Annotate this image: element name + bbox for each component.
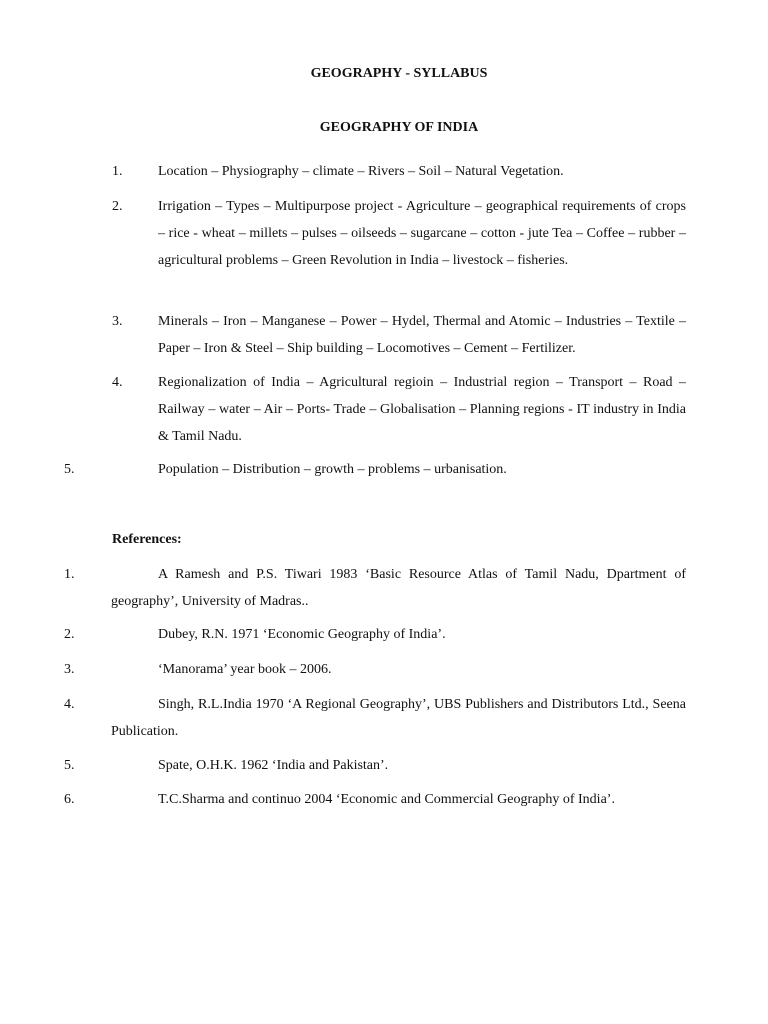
reference-number: 2. [64, 627, 75, 642]
reference-text: ‘Manorama’ year book – 2006. [158, 662, 332, 677]
syllabus-item-number: 4. [112, 375, 123, 390]
section-title: GEOGRAPHY OF INDIA [319, 120, 479, 135]
syllabus-item-number: 5. [64, 462, 75, 477]
reference-text: Spate, O.H.K. 1962 ‘India and Pakistan’. [158, 758, 389, 773]
references-heading: References: [112, 532, 182, 547]
reference-number: 5. [64, 758, 75, 773]
syllabus-item-number: 3. [112, 314, 123, 329]
syllabus-item-number: 1. [112, 164, 123, 179]
syllabus-item-text: Location – Physiography – climate – Rivers – Soil – Natural Vegetation. [158, 164, 564, 179]
reference-number: 3. [64, 662, 75, 677]
reference-text: Singh, R.L.India 1970 ‘A Regional Geography’, UBS Publishers and Distributors Ltd., Seena Publication. [111, 697, 686, 739]
syllabus-item-text: Irrigation – Types – Multipurpose project - Agriculture – geographical requirements of crops – rice - wheat – millets – pulses – oilseeds – sugarcane – cotton - jute Tea – Coffee – rubber – agricultural problems – Green Revolution in India – livestock – fisheries. [158, 199, 686, 268]
reference-number: 4. [64, 697, 75, 712]
reference-number: 6. [64, 792, 75, 807]
reference-text: A Ramesh and P.S. Tiwari 1983 ‘Basic Resource Atlas of Tamil Nadu, Dpartment of geography’, University of Madras.. [111, 567, 686, 609]
syllabus-item-text: Minerals – Iron – Manganese – Power – Hydel, Thermal and Atomic – Industries – Textile – Paper – Iron & Steel – Ship building – Locomotives – Cement – Fertilizer. [158, 314, 686, 356]
syllabus-item-text: Regionalization of India – Agricultural regioin – Industrial region – Transport – Road – Railway – water – Air – Ports- Trade – Globalisation – Planning regions - IT industry in India & Tamil Nadu. [158, 375, 686, 444]
reference-number: 1. [64, 567, 75, 582]
document-title: GEOGRAPHY - SYLLABUS [310, 66, 488, 81]
reference-text: T.C.Sharma and continuo 2004 ‘Economic and Commercial Geography of India’. [158, 792, 615, 807]
syllabus-item-text: Population – Distribution – growth – problems – urbanisation. [158, 462, 507, 477]
syllabus-item-number: 2. [112, 199, 123, 214]
reference-text: Dubey, R.N. 1971 ‘Economic Geography of India’. [158, 627, 446, 642]
